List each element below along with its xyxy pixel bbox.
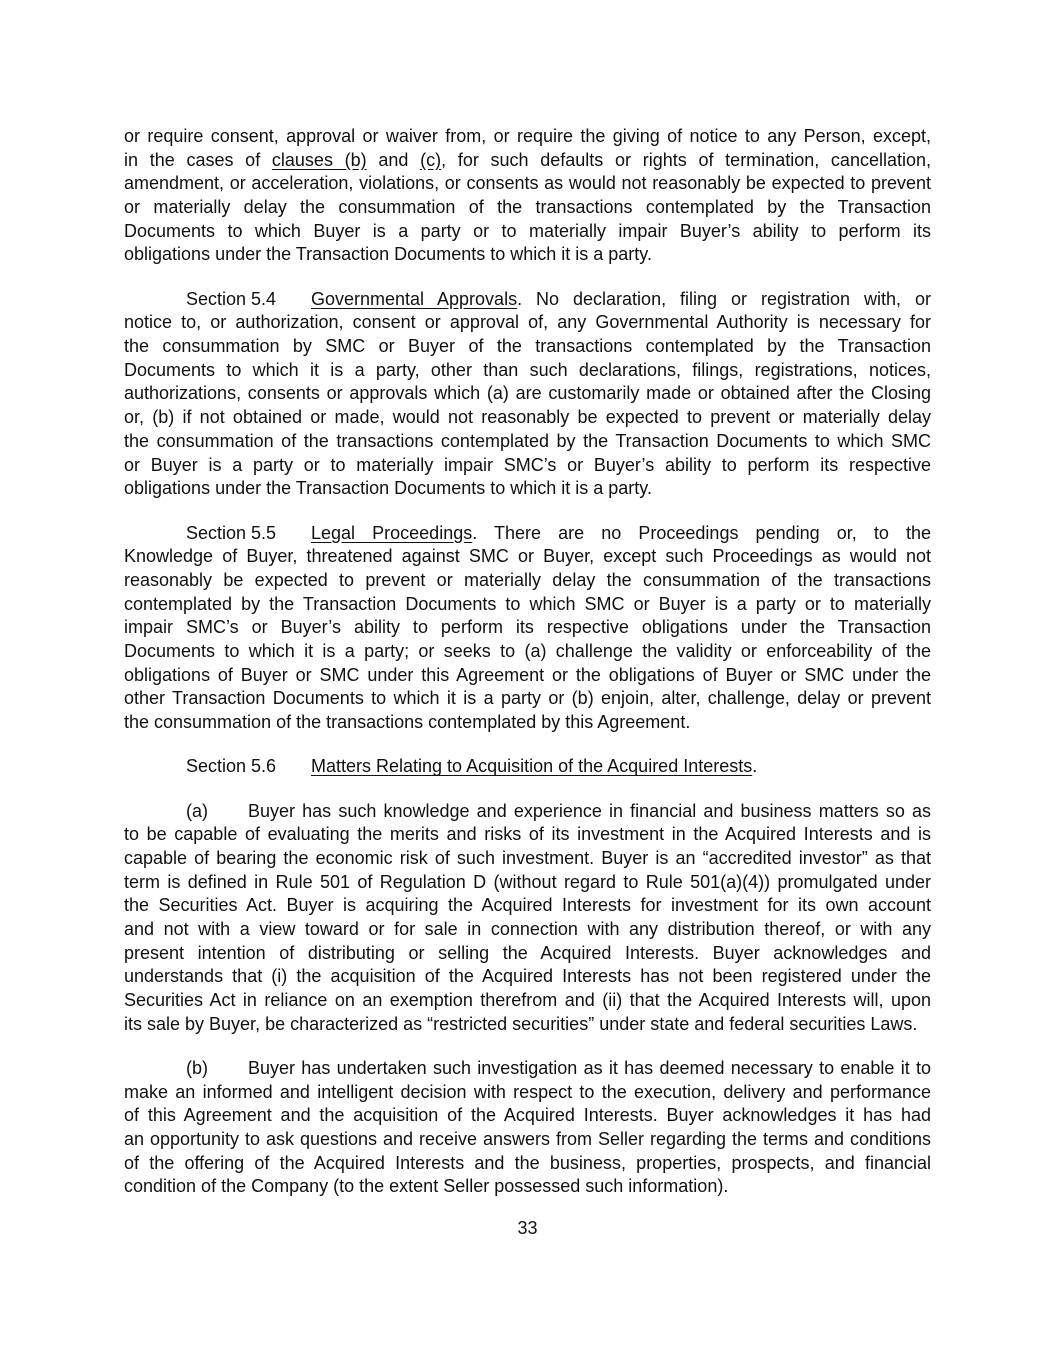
text-line bbox=[124, 942, 931, 966]
text-segment: an opportunity to ask questions and receive answers from Seller regarding the terms and conditions bbox=[124, 1129, 931, 1150]
text-line bbox=[124, 1013, 931, 1037]
text-segment: of this Agreement and the acquisition of the Acquired Interests. Buyer acknowledges it has had bbox=[124, 1105, 931, 1126]
text-segment: impair SMC’s or Buyer’s ability to perform its respective obligations under the Transaction bbox=[124, 617, 931, 638]
section-number: Section 5.5 bbox=[186, 522, 277, 543]
text-segment: and bbox=[366, 149, 421, 170]
text-line bbox=[124, 593, 931, 617]
text-segment: obligations of Buyer or SMC under this Agreement or the obligations of Buyer or SMC under the bbox=[124, 664, 931, 685]
text-line bbox=[124, 335, 931, 359]
text-segment: or require consent, approval or waiver from, or require the giving of notice to any Person, except, bbox=[124, 126, 931, 146]
text-line bbox=[124, 711, 931, 735]
paragraph bbox=[124, 522, 931, 735]
text-segment: the consummation of the transactions contemplated by this Agreement. bbox=[124, 712, 691, 732]
text-segment: the consummation of the transactions contemplated by the Transaction Documents to which SMC bbox=[124, 430, 931, 451]
text-line bbox=[124, 755, 931, 779]
text-line bbox=[124, 172, 931, 196]
text-line bbox=[124, 1057, 931, 1081]
text-segment: to be capable of evaluating the merits and risks of its investment in the Acquired Interests and is bbox=[124, 824, 931, 845]
paragraph bbox=[124, 1057, 931, 1199]
text-line bbox=[124, 918, 931, 942]
text-segment: the consummation by SMC or Buyer of the transactions contemplated by the Transaction bbox=[124, 336, 931, 357]
text-segment: capable of bearing the economic risk of such investment. Buyer is an “accredited investor” as that bbox=[124, 847, 931, 868]
text-line bbox=[124, 1152, 931, 1176]
text-segment: amendment, or acceleration, violations, or consents as would not reasonably be expected to prevent bbox=[124, 173, 931, 194]
paragraph bbox=[124, 288, 931, 501]
text-segment: its sale by Buyer, be characterized as “restricted securities” under state and federal securities Laws. bbox=[124, 1013, 918, 1034]
text-segment: the Securities Act. Buyer is acquiring the Acquired Interests for investment for its own account bbox=[124, 895, 931, 916]
text-segment: obligations under the Transaction Documents to which it is a party. bbox=[124, 478, 652, 499]
text-segment: of the offering of the Acquired Interests and the business, properties, prospects, and financial bbox=[124, 1152, 931, 1173]
text-segment: Securities Act in reliance on an exemption therefrom and (ii) that the Acquired Interests will, upon bbox=[124, 990, 931, 1011]
text-segment: , for such defaults or rights of termination, cancellation, bbox=[441, 149, 931, 170]
text-segment: or, (b) if not obtained or made, would not reasonably be expected to prevent or materially delay bbox=[124, 407, 931, 428]
text-line bbox=[124, 640, 931, 664]
paragraph bbox=[124, 755, 931, 779]
text-segment: Buyer has such knowledge and experience in financial and business matters so as bbox=[248, 800, 931, 821]
underlined-text: Matters Relating to Acquisition of the Acquired Interests bbox=[311, 756, 753, 777]
text-segment: Documents to which it is a party, other than such declarations, filings, registrations, notices, bbox=[124, 359, 931, 380]
section-number: Section 5.6 bbox=[186, 756, 277, 777]
text-segment: in the cases of bbox=[124, 149, 272, 170]
text-segment: make an informed and intelligent decision with respect to the execution, delivery and performance bbox=[124, 1081, 931, 1102]
text-line bbox=[124, 1104, 931, 1128]
text-line bbox=[124, 569, 931, 593]
text-line bbox=[124, 125, 931, 149]
text-line bbox=[124, 664, 931, 688]
document-body bbox=[124, 125, 931, 1220]
text-segment: or Buyer is a party or to materially impair SMC’s or Buyer’s ability to perform its respective bbox=[124, 454, 931, 475]
text-line bbox=[124, 894, 931, 918]
subsection-label: (a) bbox=[186, 800, 208, 821]
text-segment: Documents to which it is a party; or seeks to (a) challenge the validity or enforceability of the bbox=[124, 640, 931, 661]
text-line bbox=[124, 1081, 931, 1105]
paragraph bbox=[124, 125, 931, 267]
subsection-label: (b) bbox=[186, 1058, 208, 1079]
underlined-text: clauses (b) bbox=[271, 149, 367, 170]
text-line bbox=[124, 454, 931, 478]
text-segment: term is defined in Rule 501 of Regulation D (without regard to Rule 501(a)(4)) promulgated under bbox=[124, 871, 931, 892]
text-segment: obligations under the Transaction Documents to which it is a party. bbox=[124, 244, 652, 265]
text-line bbox=[124, 243, 931, 267]
text-segment: . bbox=[752, 756, 758, 777]
text-segment: reasonably be expected to prevent or materially delay the consummation of the transactions bbox=[124, 569, 931, 590]
text-segment: other Transaction Documents to which it is a party or (b) enjoin, alter, challenge, delay or prevent bbox=[124, 688, 931, 709]
text-line bbox=[124, 430, 931, 454]
underlined-text: (c) bbox=[420, 149, 442, 170]
text-line bbox=[124, 1128, 931, 1152]
text-segment: contemplated by the Transaction Documents to which SMC or Buyer is a party or to materially bbox=[124, 593, 931, 614]
text-line bbox=[124, 359, 931, 383]
text-line bbox=[124, 196, 931, 220]
text-line bbox=[124, 522, 931, 546]
text-line bbox=[124, 687, 931, 711]
underlined-text: Governmental Approvals bbox=[311, 288, 518, 309]
text-segment: or materially delay the consummation of the transactions contemplated by the Transaction bbox=[124, 197, 931, 218]
text-segment: Documents to which Buyer is a party or to materially impair Buyer’s ability to perform its bbox=[124, 220, 931, 241]
text-line bbox=[124, 1175, 931, 1199]
text-line bbox=[124, 220, 931, 244]
section-number: Section 5.4 bbox=[186, 288, 277, 309]
text-line bbox=[124, 545, 931, 569]
text-line bbox=[124, 382, 931, 406]
text-line bbox=[124, 616, 931, 640]
underlined-text: Legal Proceedings bbox=[311, 522, 473, 543]
text-segment: . No declaration, filing or registration with, or bbox=[517, 288, 931, 309]
text-line bbox=[124, 311, 931, 335]
text-segment: present intention of distributing or selling the Acquired Interests. Buyer acknowledges and bbox=[124, 942, 931, 963]
text-segment: and not with a view toward or for sale in connection with any distribution thereof, or with any bbox=[124, 919, 931, 939]
text-line bbox=[124, 823, 931, 847]
text-segment: understands that (i) the acquisition of the Acquired Interests has not been registered under the bbox=[124, 966, 931, 987]
text-segment: . There are no Proceedings pending or, to the bbox=[472, 522, 931, 543]
text-line bbox=[124, 847, 931, 871]
text-segment: authorizations, consents or approvals which (a) are customarily made or obtained after the Closing bbox=[124, 383, 931, 404]
text-line bbox=[124, 800, 931, 824]
text-line bbox=[124, 965, 931, 989]
text-line bbox=[124, 288, 931, 312]
text-segment: notice to, or authorization, consent or approval of, any Governmental Authority is necessary for bbox=[124, 312, 931, 333]
text-line bbox=[124, 477, 931, 501]
text-line bbox=[124, 989, 931, 1013]
text-segment: Buyer has undertaken such investigation as it has deemed necessary to enable it to bbox=[248, 1058, 931, 1079]
text-line bbox=[124, 871, 931, 895]
text-line bbox=[124, 149, 931, 173]
text-line bbox=[124, 406, 931, 430]
text-segment: condition of the Company (to the extent Seller possessed such information). bbox=[124, 1176, 729, 1197]
text-segment: Knowledge of Buyer, threatened against SMC or Buyer, except such Proceedings as would not bbox=[124, 546, 931, 567]
paragraph bbox=[124, 800, 931, 1037]
page-number: 33 bbox=[517, 1218, 538, 1238]
